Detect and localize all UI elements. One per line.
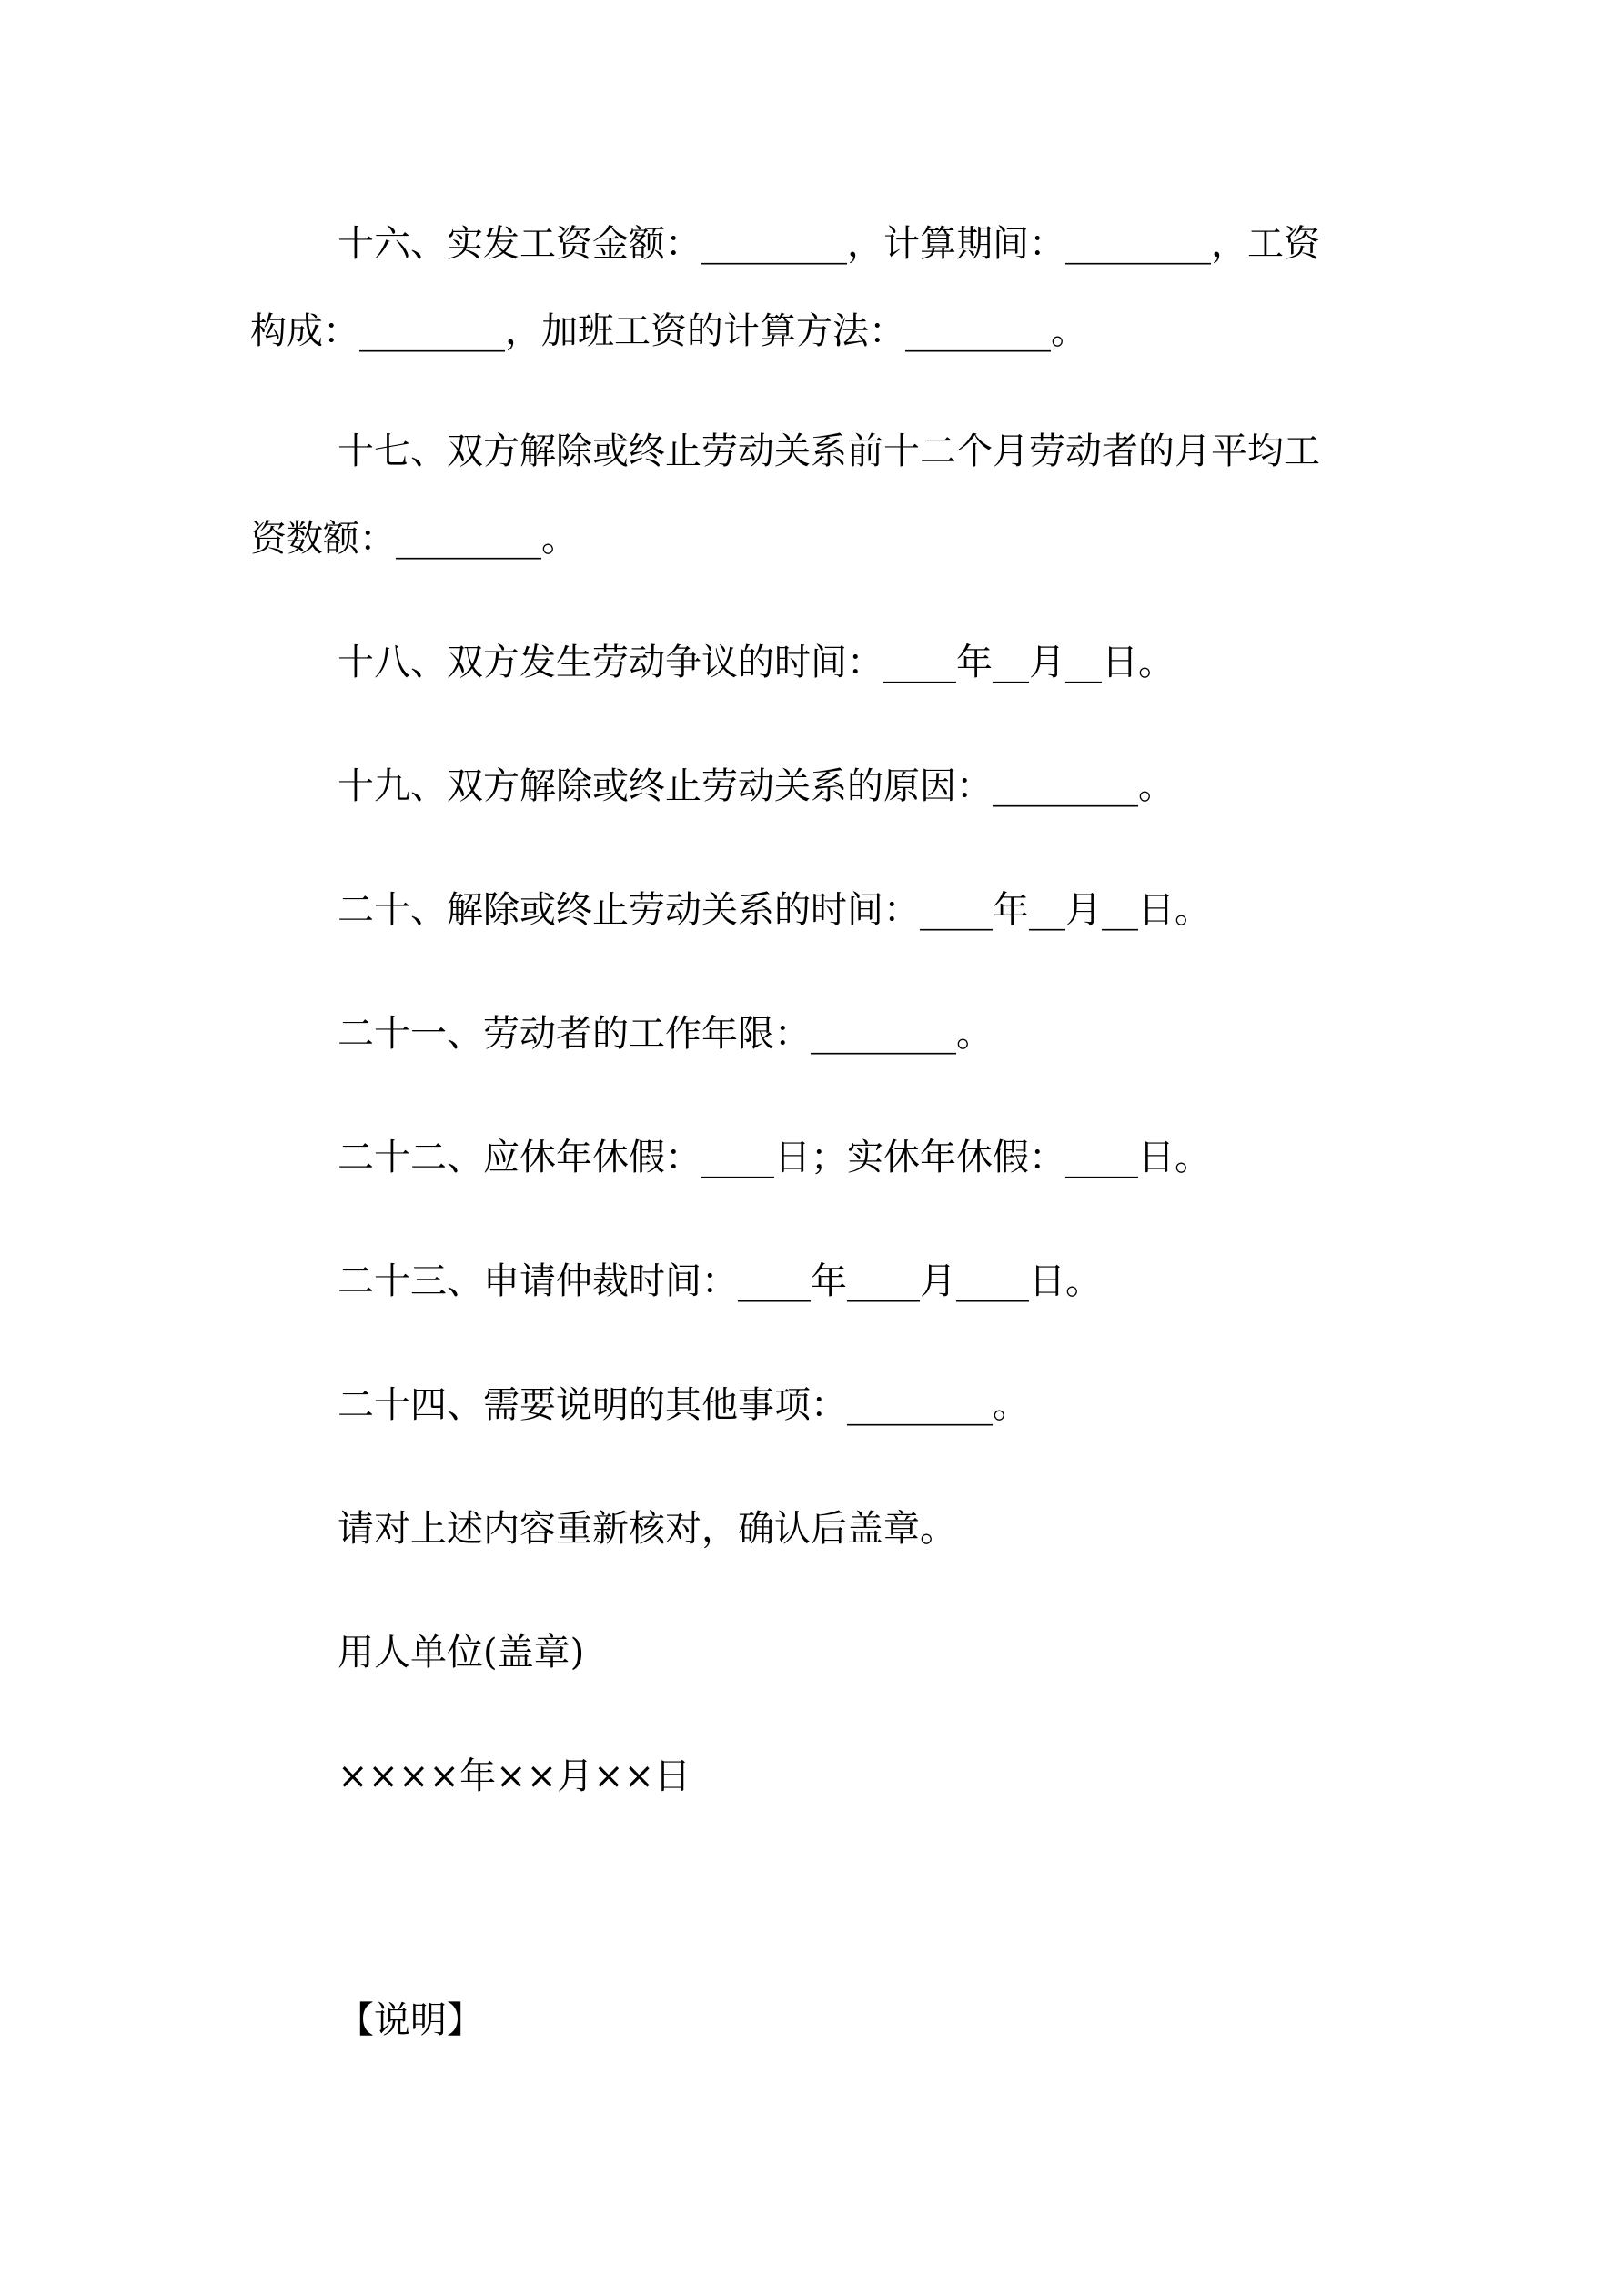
item-17-line-2: 资数额：________。 — [250, 518, 578, 560]
item-22: 二十二、应休年休假：____日；实休年休假：____日。 — [338, 1137, 1211, 1178]
employer-seal-label: 用人单位(盖章) — [338, 1632, 585, 1674]
item-23: 二十三、申请仲裁时间：____年____月____日。 — [338, 1260, 1102, 1302]
item-16-line-2: 构成：________，加班工资的计算方法：________。 — [250, 310, 1087, 352]
item-20: 二十、解除或终止劳动关系的时间：____年__月__日。 — [338, 889, 1211, 931]
confirm-instruction: 请对上述内容重新核对，确认后盖章。 — [338, 1508, 956, 1550]
item-16-line-1: 十六、实发工资金额：________，计算期间：________，工资 — [338, 223, 1320, 265]
item-21: 二十一、劳动者的工作年限：________。 — [338, 1013, 993, 1055]
date-placeholder: ××××年××月××日 — [338, 1755, 691, 1797]
item-19: 十九、双方解除或终止劳动关系的原因：________。 — [338, 765, 1175, 807]
item-18: 十八、双方发生劳动争议的时间：____年__月__日。 — [338, 642, 1175, 683]
item-17-line-1: 十七、双方解除或终止劳动关系前十二个月劳动者的月平均工 — [338, 430, 1320, 472]
note-heading: 【说明】 — [338, 1999, 483, 2041]
item-24: 二十四、需要说明的其他事项：________。 — [338, 1384, 1029, 1426]
